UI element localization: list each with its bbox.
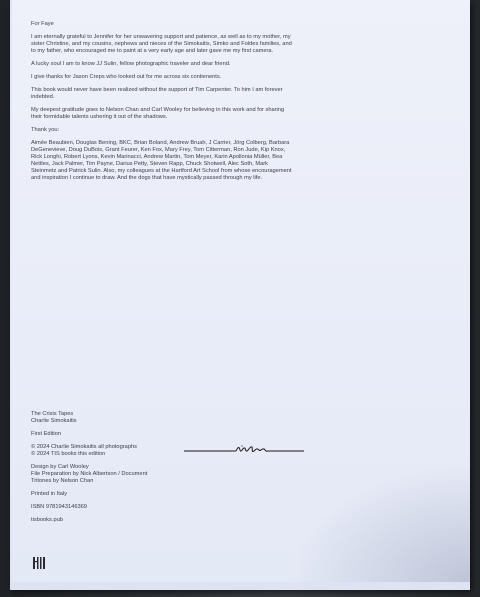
book-title: The Crisis Tapes — [31, 411, 74, 417]
isbn: ISBN 9781943146369 — [31, 504, 87, 511]
copyright-edition: © 2024 TIS books this edition — [31, 451, 106, 457]
signature-icon — [184, 440, 304, 460]
acknowledgements-block — [31, 21, 293, 188]
acknowledgement-paragraph: A lucky soul I am to know JJ Sulin, fellow photographic traveler and dear friend. — [31, 61, 231, 67]
printed-in: Printed in Italy — [31, 491, 68, 497]
author-name: Charlie Simokaitis — [31, 417, 77, 424]
website: tisbooks.pub — [31, 517, 63, 524]
acknowledgement-paragraph: I am eternally grateful to Jennifer for her unwavering support and patience, as well as to my mother, my sister Christine, and my cousins, nephews and nieces of the Simokaitis, Simko and Foldes families, and to my father, who encouraged me to paint at a very early age and later gave me my first camera. — [31, 34, 292, 54]
copyright-photos: © 2024 Charlie Simokaitis all photographs — [31, 444, 137, 451]
thanks-list: Aimée Beaubien, Douglas Bening, BKC, Brian Boland, Andrew Bruah, J Carrier, Jörg Colberg, Barbara DeGenevieve, Doug DuBois, Grant Feurer, Ken Fox, Mary Frey, Tom Citterman, Ron Jude, Kip Knox, Rick Longhi, Robert Lyons, Kevin Marinacci, Andrew Martin, Tom Meyer, Karin Apollonia Müller, Bea Nettles, Jack Palmer, Tim Payne, Darius Petty, Steven Rapp, Chuck Shotwell, Alec Soth, Mark Steinmetz and Patrick Sulin. Also, my colleagues at the Hartford Art School from whose encouragement and inspiration I continue to draw. And the dogs that have mystically passed through my life. — [31, 140, 292, 181]
design-credit: Design by Carl Wooley — [31, 464, 89, 471]
file-prep-credit: File Preparation by Nick Albertson / Document — [31, 471, 148, 477]
thanks-heading: Thank you: — [31, 127, 60, 134]
acknowledgement-paragraph: I give thanks for Jason Creps who looked out for me across six contienents. — [31, 74, 222, 81]
tritones-credit: Tritones by Nelson Chan — [31, 477, 94, 484]
page-shadow — [290, 462, 470, 582]
acknowledgement-paragraph: My deepest gratitude goes to Nelson Chan and Carl Wooley for believing in this work and for sharing their formidable talents ushering it out of the shadows. — [31, 107, 285, 121]
dedication: For Faye — [31, 21, 54, 27]
publisher-logo-icon — [32, 556, 46, 570]
edition: First Edition — [31, 431, 62, 437]
acknowledgement-paragraph: This book would never have been realized without the support of Tim Carpenter. To him I am forever indebted. — [31, 87, 283, 101]
book-page — [12, 0, 470, 582]
colophon-block — [31, 411, 291, 530]
